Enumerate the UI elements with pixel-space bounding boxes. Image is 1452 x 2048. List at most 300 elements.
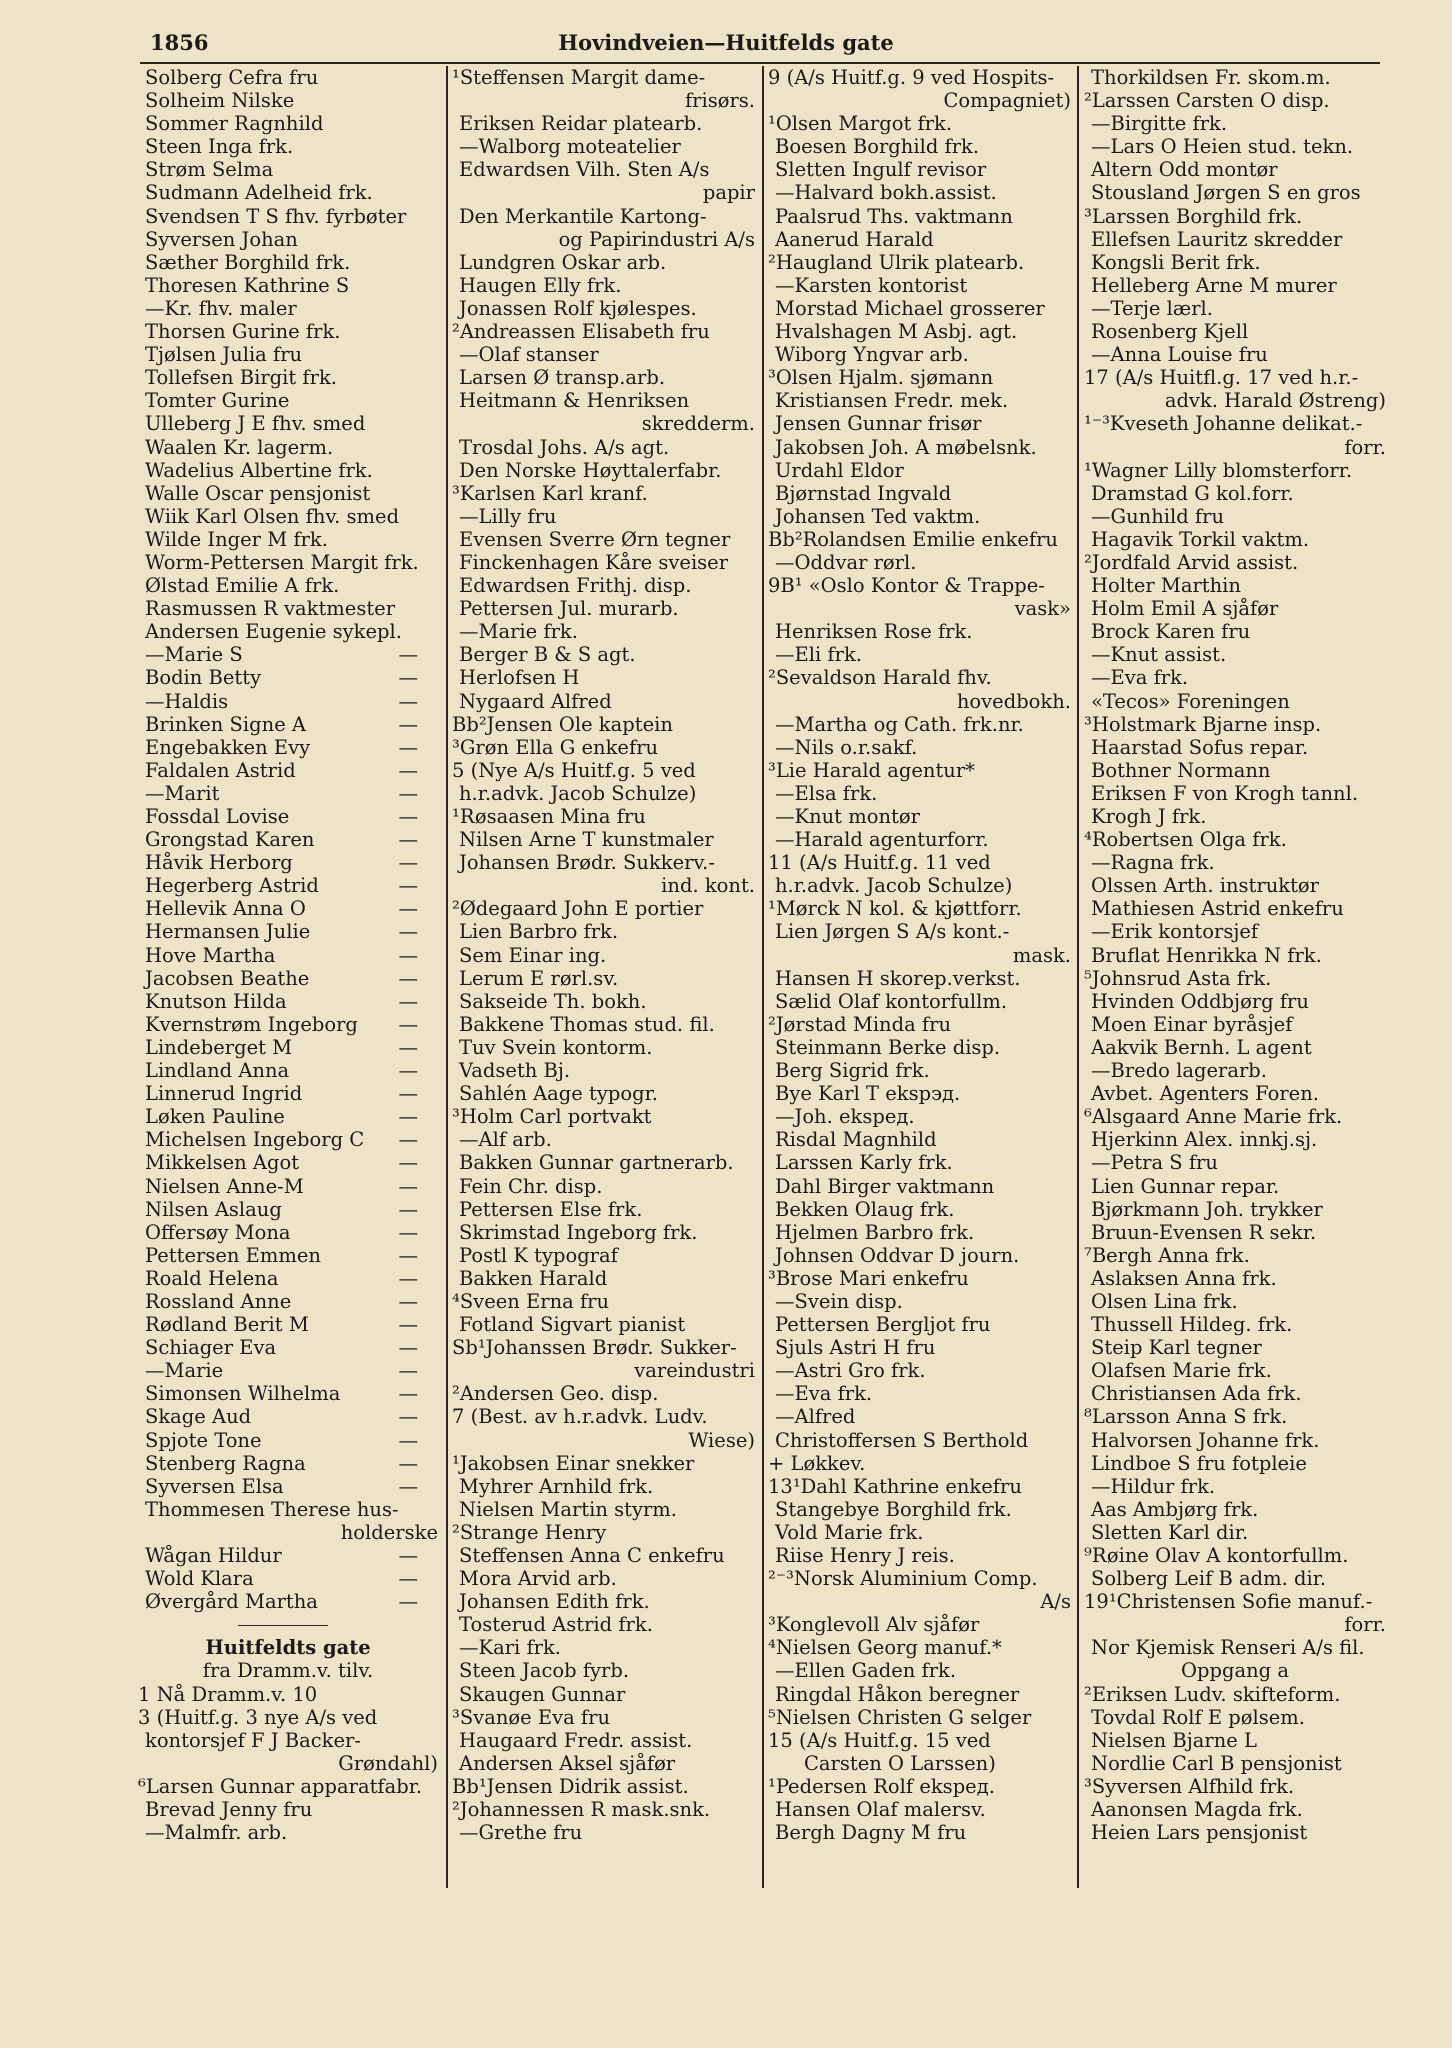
entry-text: Aanonsen Magda frk. — [1091, 1798, 1303, 1822]
directory-entry — [1084, 1151, 1386, 1174]
entry-text: —Karsten kontorist — [775, 273, 968, 297]
directory-entry — [768, 1336, 1071, 1359]
entry-text: Haugen Elly frk. — [459, 273, 622, 297]
directory-entry — [1084, 1429, 1386, 1452]
entry-text: —Walborg moteatelier — [459, 135, 681, 159]
directory-entry — [768, 1683, 1071, 1706]
entry-text: Mathiesen Astrid enkefru — [1091, 897, 1344, 921]
entry-text: Den Norske Høyttalerfabr. — [459, 458, 722, 482]
entry-text: Steen Inga frk. — [145, 135, 294, 159]
entry-text: ⁵Johnsrud Asta frk. — [1084, 966, 1272, 990]
entry-text: Rosenberg Kjell — [1091, 320, 1249, 344]
entry-text: Huitfeldts gate — [205, 1636, 371, 1660]
directory-entry — [1084, 181, 1386, 204]
entry-text: Aanerud Harald — [775, 227, 934, 251]
directory-entry — [138, 1775, 438, 1798]
entry-text: Wold Klara — [145, 1567, 254, 1591]
directory-entry — [138, 228, 438, 251]
entry-text: Andersen Eugenie sykepl. — [145, 620, 402, 644]
directory-entry — [1084, 112, 1386, 135]
directory-entry — [452, 412, 755, 435]
entry-text: Krogh J frk. — [1091, 805, 1207, 828]
directory-entry — [452, 1244, 755, 1267]
directory-entry — [768, 1498, 1071, 1521]
entry-text: Carsten O Larssen) — [804, 1751, 996, 1775]
directory-entry — [768, 1405, 1071, 1428]
ditto-dash: — — [398, 1590, 418, 1614]
entry-text: Christoffersen S Berthold — [775, 1428, 1029, 1452]
directory-entry — [138, 482, 438, 505]
entry-text: Skage Aud — [145, 1405, 252, 1429]
directory-entry — [768, 1821, 1071, 1844]
entry-text: Haarstad Sofus repar. — [1091, 735, 1309, 759]
directory-entry — [1084, 551, 1386, 574]
directory-entry — [452, 459, 755, 482]
entry-text: ⁹Røine Olav A kontorfullm. — [1084, 1544, 1349, 1567]
directory-entry — [768, 1659, 1071, 1682]
entry-text: ²Haugland Ulrik platearb. — [768, 250, 1025, 274]
directory-entry — [1084, 1659, 1386, 1682]
page-header: Hovindveien—Huitfelds gate — [558, 30, 894, 55]
directory-entry — [138, 597, 438, 620]
page-number: 1856 — [150, 30, 209, 55]
entry-text: 13¹Dahl Kathrine enkefru — [768, 1474, 1022, 1498]
entry-text: ¹Pedersen Rolf ekspeд. — [768, 1774, 995, 1798]
entry-text: Bakken Gunnar gartnerarb. — [459, 1151, 734, 1175]
entry-text: Fossdal Lovise — [145, 805, 290, 828]
entry-text: Bodin Betty — [145, 666, 262, 690]
entry-text: Svendsen T S fhv. fyrbøter — [145, 204, 407, 228]
entry-text: —Martha og Cath. frk.nr. — [775, 712, 1024, 736]
entry-text: Lindland Anna — [145, 1059, 290, 1083]
entry-text: Grøndahl) — [338, 1751, 438, 1775]
entry-text: Edwardsen Frithj. disp. — [459, 574, 692, 598]
entry-text: —Svein disp. — [775, 1289, 903, 1313]
entry-text: —Lars O Heien stud. tekn. — [1091, 135, 1354, 159]
directory-entry — [138, 1498, 438, 1521]
entry-text: Håvik Herborg — [145, 851, 293, 875]
directory-entry — [452, 990, 755, 1013]
entry-text: ³Holm Carl portvakt — [452, 1105, 652, 1129]
directory-entry — [138, 1821, 438, 1844]
directory-entry — [1084, 1082, 1386, 1105]
directory-entry — [138, 436, 438, 459]
entry-text: —Malmfr. arb. — [145, 1821, 288, 1845]
directory-entry — [1084, 1013, 1386, 1036]
directory-entry — [138, 920, 438, 943]
entry-text: Lien Barbro frk. — [459, 920, 619, 944]
ditto-dash: — — [398, 1359, 418, 1383]
directory-entry — [768, 1613, 1071, 1636]
directory-entry — [452, 851, 755, 874]
entry-text: Pettersen Else frk. — [459, 1197, 643, 1221]
directory-entry — [768, 736, 1071, 759]
entry-text: Brinken Signe A — [145, 712, 307, 736]
entry-text: Michelsen Ingeborg C — [145, 1128, 365, 1152]
directory-entry — [768, 1636, 1071, 1659]
directory-entry — [452, 805, 755, 828]
directory-entry — [138, 505, 438, 528]
entry-text: Eriksen F von Krogh tannl. — [1091, 781, 1359, 805]
entry-text: ⁶Larsen Gunnar apparatfabr. — [138, 1774, 423, 1798]
entry-text: ¹Wagner Lilly blomsterforr. — [1084, 458, 1353, 482]
directory-entry — [768, 1221, 1071, 1244]
entry-text: ²Jordfald Arvid assist. — [1084, 550, 1299, 574]
directory-entry — [768, 1567, 1071, 1590]
directory-entry — [1084, 1821, 1386, 1844]
directory-entry — [452, 1590, 755, 1613]
directory-entry — [768, 320, 1071, 343]
entry-text: ³Karlsen Karl kranf. — [452, 481, 648, 505]
entry-text: Tovdal Rolf E pølsem. — [1091, 1705, 1305, 1729]
directory-entry — [138, 1429, 438, 1452]
directory-entry — [768, 551, 1071, 574]
directory-entry — [138, 944, 438, 967]
directory-entry — [1084, 620, 1386, 643]
entry-text: Ølstad Emilie A frk. — [145, 574, 340, 598]
entry-text: Mora Arvid arb. — [459, 1567, 617, 1591]
entry-text: —Kari frk. — [459, 1636, 562, 1660]
directory-entry — [138, 1151, 438, 1174]
entry-text: —Halvard bokh.assist. — [775, 181, 997, 205]
entry-text: vask» — [1014, 597, 1071, 621]
directory-entry — [452, 1013, 755, 1036]
directory-entry — [452, 944, 755, 967]
entry-text: Bye Karl T ekspэд. — [775, 1082, 961, 1106]
directory-entry — [452, 1267, 755, 1290]
entry-text: 17 (A/s Huitfl.g. 17 ved h.r.- — [1084, 366, 1359, 390]
entry-text: Mikkelsen Agot — [145, 1151, 300, 1175]
directory-entry — [138, 1267, 438, 1290]
section-separator — [138, 1613, 438, 1636]
directory-entry — [138, 459, 438, 482]
ditto-dash: — — [398, 1313, 418, 1337]
entry-text: ³Brose Mari enkefru — [768, 1266, 969, 1290]
directory-entry — [768, 228, 1071, 251]
entry-text: Thoresen Kathrine S — [145, 273, 350, 297]
entry-text: Hermansen Julie — [145, 920, 311, 944]
entry-text: Sjuls Astri H fru — [775, 1336, 936, 1360]
entry-text: Dahl Birger vaktmann — [775, 1174, 995, 1198]
entry-text: —Birgitte frk. — [1091, 112, 1228, 136]
directory-entry — [1084, 1198, 1386, 1221]
entry-text: Faldalen Astrid — [145, 758, 296, 782]
ditto-dash: — — [398, 1128, 418, 1152]
entry-text: ²Ødegaard John E portier — [452, 897, 704, 921]
ditto-dash: — — [398, 1382, 418, 1406]
directory-entry — [138, 851, 438, 874]
entry-text: Moen Einar byråsjef — [1091, 1012, 1293, 1036]
entry-text: ⁸Larsson Anna S frk. — [1084, 1405, 1288, 1429]
directory-entry — [768, 920, 1071, 943]
entry-text: Thorkildsen Fr. skom.m. — [1091, 66, 1331, 89]
directory-entry — [452, 1429, 755, 1452]
directory-entry — [452, 1405, 755, 1428]
entry-text: Ellefsen Lauritz skredder — [1091, 227, 1343, 251]
directory-entry — [452, 66, 755, 89]
entry-text: Jonassen Rolf kjølespes. — [459, 296, 697, 320]
entry-text: Sahlén Aage typogr. — [459, 1082, 658, 1106]
directory-entry — [768, 89, 1071, 112]
directory-entry — [452, 1821, 755, 1844]
directory-entry — [452, 112, 755, 135]
directory-entry — [138, 1636, 438, 1659]
directory-entry — [1084, 1313, 1386, 1336]
entry-text: Hvalshagen M Asbj. agt. — [775, 320, 1018, 344]
entry-text: + Løkkev. — [768, 1451, 866, 1475]
entry-text: ²Larssen Carsten O disp. — [1084, 89, 1330, 113]
directory-entry — [1084, 574, 1386, 597]
directory-entry — [768, 1429, 1071, 1452]
entry-text: Brevad Jenny fru — [145, 1798, 313, 1822]
directory-entry — [1084, 135, 1386, 158]
ditto-dash: — — [398, 828, 418, 852]
entry-text: Compagniet) — [943, 89, 1071, 113]
directory-entry — [768, 1382, 1071, 1405]
ditto-dash: — — [398, 735, 418, 759]
directory-entry — [452, 228, 755, 251]
directory-entry — [138, 1175, 438, 1198]
directory-entry — [452, 1313, 755, 1336]
entry-text: —Marie S — [145, 643, 243, 667]
directory-entry — [138, 1244, 438, 1267]
directory-entry — [1084, 1729, 1386, 1752]
directory-entry — [452, 89, 755, 112]
entry-text: Rossland Anne — [145, 1289, 292, 1313]
entry-text: ²⁻³Norsk Aluminium Comp. — [768, 1567, 1038, 1591]
directory-entry — [768, 459, 1071, 482]
directory-entry — [452, 1382, 755, 1405]
ditto-dash: — — [398, 1174, 418, 1198]
entry-text: Øvergård Martha — [145, 1590, 318, 1614]
directory-entry — [1084, 851, 1386, 874]
directory-entry — [1084, 1683, 1386, 1706]
directory-entry — [452, 251, 755, 274]
directory-entry — [1084, 1267, 1386, 1290]
entry-text: ¹Jakobsen Einar snekker — [452, 1451, 695, 1475]
directory-entry — [138, 1013, 438, 1036]
entry-text: Evensen Sverre Ørn tegner — [459, 527, 731, 551]
ditto-dash: — — [398, 689, 418, 713]
entry-text: —Eva frk. — [775, 1382, 873, 1406]
entry-text: Nielsen Martin styrm. — [459, 1497, 677, 1521]
entry-text: Bb²Rolandsen Emilie enkefru — [768, 527, 1058, 551]
entry-text: Christiansen Ada frk. — [1091, 1382, 1302, 1406]
directory-entry — [452, 320, 755, 343]
entry-text: Bekken Olaug frk. — [775, 1197, 955, 1221]
ditto-dash: — — [398, 1035, 418, 1059]
ditto-dash: — — [398, 643, 418, 667]
ditto-dash: — — [398, 666, 418, 690]
directory-entry — [768, 597, 1071, 620]
directory-entry — [1084, 1336, 1386, 1359]
entry-text: ¹Røsaasen Mina fru — [452, 805, 646, 828]
ditto-dash: — — [398, 1451, 418, 1475]
entry-text: ²Eriksen Ludv. skifteform. — [1084, 1682, 1341, 1706]
directory-entry — [768, 112, 1071, 135]
entry-text: ²Andersen Geo. disp. — [452, 1382, 659, 1406]
directory-entry — [768, 482, 1071, 505]
directory-entry — [138, 1798, 438, 1821]
entry-text: Syversen Johan — [145, 227, 298, 251]
entry-text: —Petra S fru — [1091, 1151, 1218, 1175]
entry-text: Thommesen Therese hus- — [145, 1497, 399, 1521]
column-4 — [1084, 66, 1386, 1948]
directory-entry — [138, 713, 438, 736]
entry-text: Johansen Brødr. Sukkerv.- — [459, 851, 715, 875]
entry-text: Strøm Selma — [145, 158, 274, 182]
directory-entry — [768, 1359, 1071, 1382]
entry-text: Bjørnstad Ingvald — [775, 481, 952, 505]
entry-text: —Harald agenturforr. — [775, 828, 989, 852]
directory-entry — [768, 1475, 1071, 1498]
directory-entry — [452, 1359, 755, 1382]
directory-entry — [768, 205, 1071, 228]
ditto-dash: — — [398, 1220, 418, 1244]
entry-text: Wiik Karl Olsen fhv. smed — [145, 504, 400, 528]
directory-entry — [138, 666, 438, 689]
directory-entry — [138, 1105, 438, 1128]
entry-text: Nor Kjemisk Renseri A/s fil. — [1091, 1636, 1365, 1660]
directory-entry — [768, 1590, 1071, 1613]
entry-text: Rasmussen R vaktmester — [145, 597, 396, 621]
directory-entry — [452, 436, 755, 459]
directory-entry — [138, 1221, 438, 1244]
entry-text: Steinmann Berke disp. — [775, 1035, 1001, 1059]
entry-text: Risdal Magnhild — [775, 1128, 937, 1152]
entry-text: Ringdal Håkon beregner — [775, 1682, 1020, 1706]
entry-text: 1 Nå Dramm.v. 10 — [138, 1682, 318, 1706]
ditto-dash: — — [398, 943, 418, 967]
entry-text: Stenberg Ragna — [145, 1451, 306, 1475]
entry-text: ³Holstmark Bjarne insp. — [1084, 712, 1322, 736]
entry-text: ³Olsen Hjalm. sjømann — [768, 366, 994, 390]
directory-entry — [138, 990, 438, 1013]
directory-entry — [768, 1036, 1071, 1059]
directory-entry — [138, 1128, 438, 1151]
entry-text: «Tecos» Foreningen — [1091, 689, 1290, 713]
entry-text: 5 (Nye A/s Huitf.g. 5 ved — [452, 758, 696, 782]
entry-text: Bakkene Thomas stud. fil. — [459, 1012, 715, 1036]
directory-entry — [768, 412, 1071, 435]
entry-text: Tjølsen Julia fru — [145, 343, 303, 367]
entry-text: Simonsen Wilhelma — [145, 1382, 341, 1406]
entry-text: ³Lie Harald agentur* — [768, 758, 975, 782]
entry-text: Morstad Michael grosserer — [775, 296, 1045, 320]
directory-entry — [138, 389, 438, 412]
ditto-dash: — — [398, 851, 418, 875]
directory-entry — [452, 1752, 755, 1775]
entry-text: Paalsrud Ths. vaktmann — [775, 204, 1013, 228]
directory-entry — [138, 274, 438, 297]
header-rule — [140, 62, 1380, 64]
entry-text: Holm Emil A sjåfør — [1091, 597, 1279, 621]
directory-entry — [452, 366, 755, 389]
entry-text: Sæther Borghild frk. — [145, 250, 351, 274]
entry-text: Thorsen Gurine frk. — [145, 320, 341, 344]
entry-text: Bb¹Jensen Didrik assist. — [452, 1774, 689, 1798]
entry-text: Roald Helena — [145, 1266, 279, 1290]
directory-entry — [1084, 1105, 1386, 1128]
directory-entry — [1084, 897, 1386, 920]
entry-text: Skaugen Gunnar — [459, 1682, 626, 1706]
directory-entry — [138, 135, 438, 158]
directory-entry — [768, 1198, 1071, 1221]
entry-text: Hegerberg Astrid — [145, 874, 319, 898]
entry-text: ¹Olsen Margot frk. — [768, 112, 953, 136]
directory-entry — [1084, 66, 1386, 89]
entry-text: Bb²Jensen Ole kaptein — [452, 712, 673, 736]
entry-text: 9 (A/s Huitf.g. 9 ved Hospits- — [768, 66, 1055, 89]
directory-entry — [768, 528, 1071, 551]
directory-entry — [1084, 1405, 1386, 1428]
entry-text: vareindustri — [634, 1359, 755, 1383]
directory-entry — [138, 251, 438, 274]
directory-entry — [1084, 1590, 1386, 1613]
directory-entry — [1084, 482, 1386, 505]
directory-entry — [1084, 320, 1386, 343]
entry-text: Sem Einar ing. — [459, 943, 607, 967]
column-2 — [452, 66, 755, 1948]
directory-entry — [452, 828, 755, 851]
directory-entry — [768, 851, 1071, 874]
entry-text: Steip Karl tegner — [1091, 1336, 1262, 1360]
directory-entry — [138, 1452, 438, 1475]
directory-entry — [452, 1498, 755, 1521]
entry-text: ³Larssen Borghild frk. — [1084, 204, 1303, 228]
entry-text: Steffensen Anna C enkefru — [459, 1544, 725, 1567]
directory-entry — [1084, 828, 1386, 851]
entry-text: Tollefsen Birgit frk. — [145, 366, 337, 390]
entry-text: Oppgang a — [1181, 1659, 1289, 1683]
directory-entry — [1084, 782, 1386, 805]
directory-entry — [768, 828, 1071, 851]
entry-text: Boesen Borghild frk. — [775, 135, 980, 159]
directory-entry — [138, 320, 438, 343]
directory-entry — [1084, 1382, 1386, 1405]
directory-entry — [1084, 1498, 1386, 1521]
entry-text: Aas Ambjørg frk. — [1091, 1497, 1259, 1521]
entry-text: ¹Steffensen Margit dame- — [452, 66, 706, 89]
directory-entry — [138, 1475, 438, 1498]
ditto-dash: — — [398, 897, 418, 921]
directory-entry — [452, 158, 755, 181]
directory-entry — [452, 574, 755, 597]
entry-text: Hove Martha — [145, 943, 276, 967]
entry-text: Altern Odd montør — [1091, 158, 1278, 182]
directory-entry — [138, 1059, 438, 1082]
directory-entry — [1084, 1290, 1386, 1313]
directory-entry — [138, 1706, 438, 1729]
directory-entry — [138, 967, 438, 990]
directory-entry — [1084, 158, 1386, 181]
entry-text: —Grethe fru — [459, 1821, 583, 1845]
directory-entry — [1084, 1128, 1386, 1151]
ditto-dash: — — [398, 966, 418, 990]
entry-text: —Astri Gro frk. — [775, 1359, 926, 1383]
entry-text: Hjerkinn Alex. innkj.sj. — [1091, 1128, 1318, 1152]
directory-entry — [1084, 1613, 1386, 1636]
entry-text: forr. — [1344, 1613, 1386, 1637]
entry-text: frisørs. — [684, 89, 755, 113]
entry-text: hovedbokh. — [956, 689, 1071, 713]
directory-entry — [138, 66, 438, 89]
entry-text: —Nils o.r.sakf. — [775, 735, 918, 759]
entry-text: —Eli frk. — [775, 643, 862, 667]
directory-entry — [138, 158, 438, 181]
directory-entry — [768, 251, 1071, 274]
entry-text: Kongsli Berit frk. — [1091, 250, 1261, 274]
